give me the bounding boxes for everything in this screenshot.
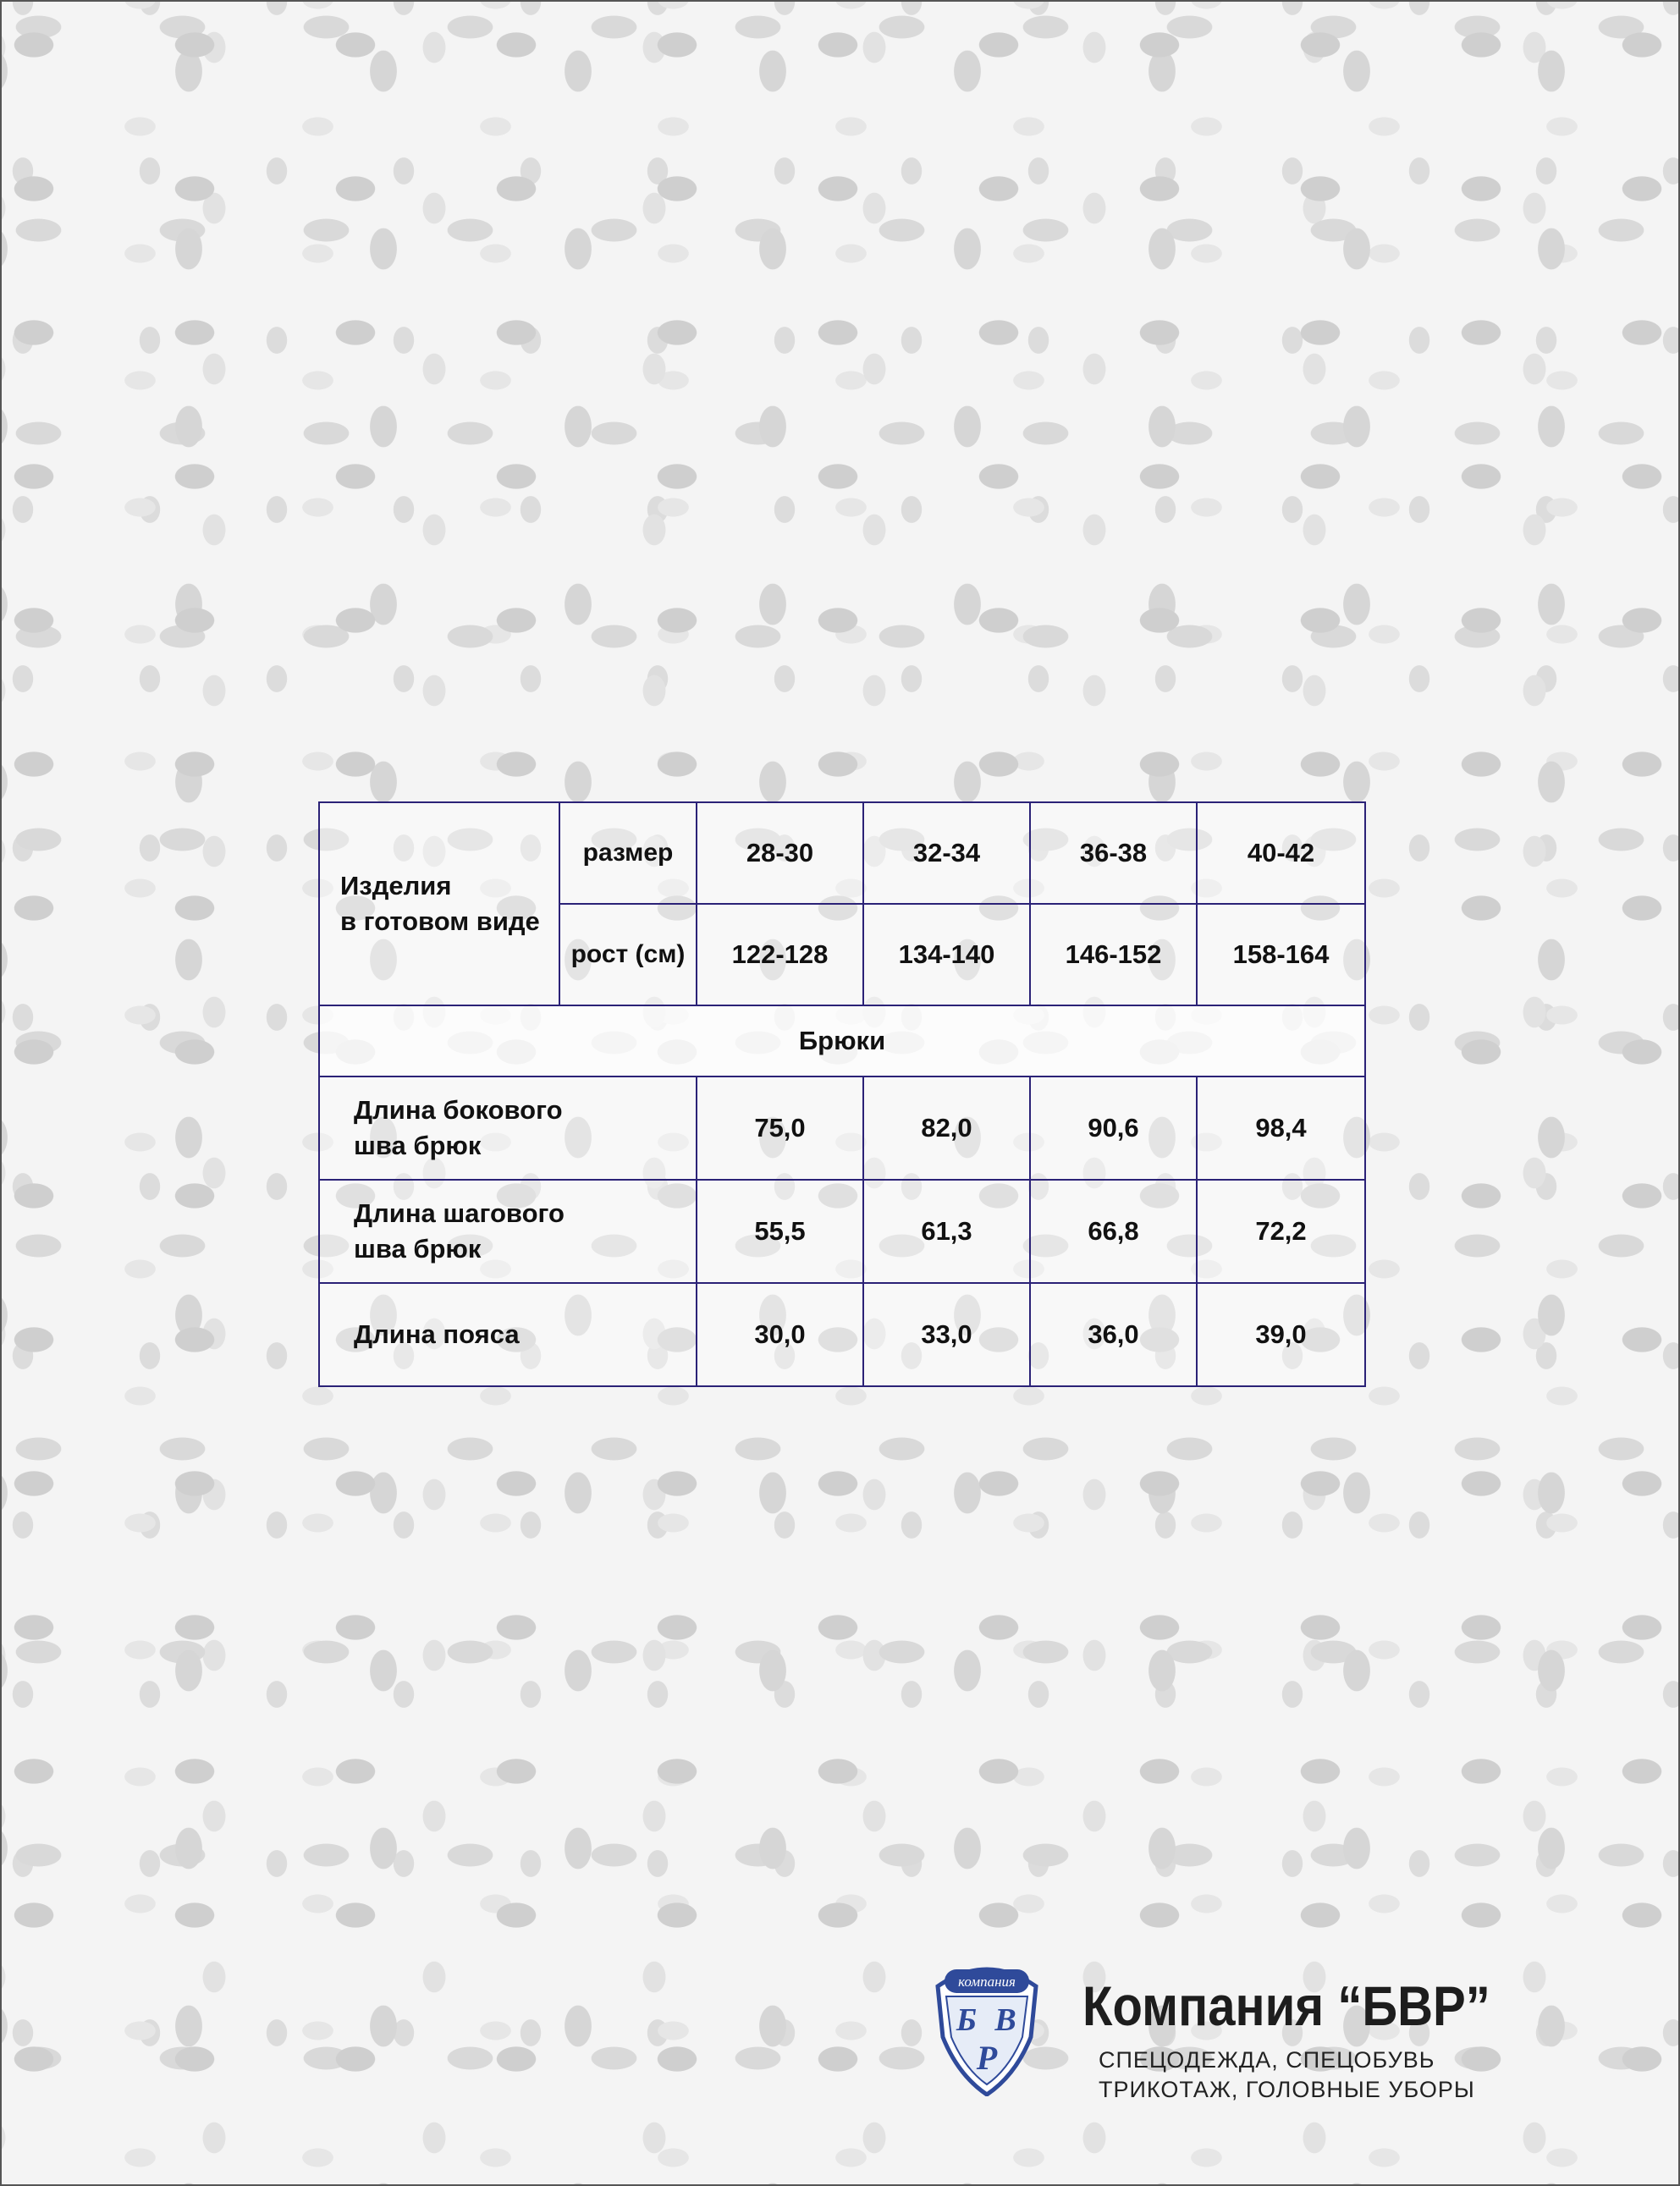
section-title: Брюки	[319, 1005, 1365, 1076]
value-cell: 30,0	[697, 1283, 863, 1386]
value-cell: 61,3	[863, 1180, 1030, 1283]
company-tagline-line1: СПЕЦОДЕЖДА, СПЕЦОБУВЬ	[1099, 2047, 1435, 2073]
row-label-line1: Длина шагового	[354, 1198, 565, 1229]
value-cell: 75,0	[697, 1076, 863, 1180]
size-cell: 28-30	[697, 802, 863, 904]
row-label-line1: Длина бокового	[354, 1095, 563, 1126]
size-cell: 32-34	[863, 802, 1030, 904]
logo-letter: Р	[976, 2039, 998, 2077]
row-label-line1: Длина пояса	[354, 1319, 520, 1350]
size-label: размер	[559, 802, 697, 904]
value-cell: 36,0	[1030, 1283, 1197, 1386]
value-cell: 90,6	[1030, 1076, 1197, 1180]
logo-letter: В	[994, 2002, 1016, 2038]
row-label	[319, 1283, 697, 1386]
value-cell: 82,0	[863, 1076, 1030, 1180]
table-row	[319, 1283, 1365, 1386]
row-label-line2: шва брюк	[354, 1131, 482, 1160]
table-row	[319, 1076, 1365, 1180]
size-row	[319, 802, 1365, 904]
value-cell: 72,2	[1197, 1180, 1365, 1283]
company-tagline-line2: ТРИКОТАЖ, ГОЛОВНЫЕ УБОРЫ	[1099, 2077, 1475, 2102]
height-cell: 146-152	[1030, 904, 1197, 1005]
value-cell: 33,0	[863, 1283, 1030, 1386]
height-label: рост (см)	[559, 904, 697, 1005]
size-chart-table	[318, 801, 1366, 1387]
value-cell: 55,5	[697, 1180, 863, 1283]
height-cell: 122-128	[697, 904, 863, 1005]
company-name: Компания “БВР”	[1082, 1974, 1490, 2037]
corner-header-line1: Изделия	[340, 871, 452, 901]
row-label	[319, 1076, 697, 1180]
height-cell: 158-164	[1197, 904, 1365, 1005]
company-logo-icon	[931, 1952, 1043, 2096]
row-label	[319, 1180, 697, 1283]
value-cell: 98,4	[1197, 1076, 1365, 1180]
corner-header-line2: в готовом виде	[340, 906, 540, 936]
corner-header	[319, 802, 559, 1005]
row-label-line2: шва брюк	[354, 1234, 482, 1264]
value-cell: 66,8	[1030, 1180, 1197, 1283]
section-row	[319, 1005, 1365, 1076]
table-row	[319, 1180, 1365, 1283]
size-cell: 40-42	[1197, 802, 1365, 904]
logo-badge-text: компания	[958, 1974, 1016, 1990]
height-cell: 134-140	[863, 904, 1030, 1005]
size-cell: 36-38	[1030, 802, 1197, 904]
logo-letter: Б	[956, 2002, 978, 2038]
value-cell: 39,0	[1197, 1283, 1365, 1386]
